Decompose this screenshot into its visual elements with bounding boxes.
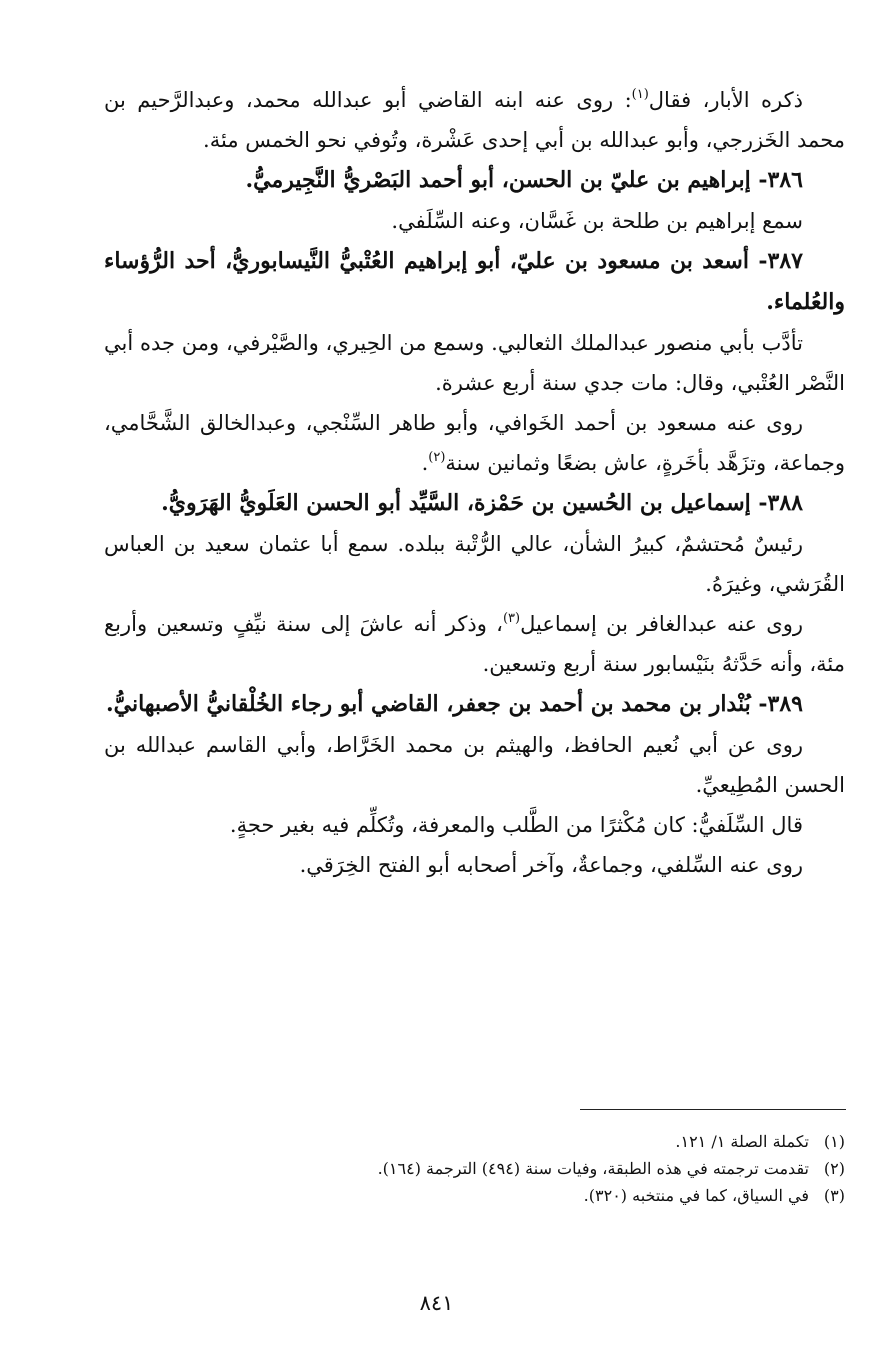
footnote-number: (١) — [823, 1132, 845, 1151]
footnote-ref: (٢) — [428, 450, 446, 465]
paragraph: قال السِّلَفيُّ: كان مُكْثرًا من الطَّلب والمعرفة، وتُكلِّم فيه بغير حجةٍ. — [229, 813, 803, 837]
paragraph-text: روى عنه عبدالغافر بن إسماعيل — [520, 612, 803, 636]
page-number: ٨٤١ — [419, 1291, 454, 1315]
footnote-text: تكملة الصلة ١/ ١٢١. — [675, 1132, 809, 1151]
entry-heading: ٣٨٩- بُنْدار بن محمد بن أحمد بن جعفر، القاضي أبو رجاء الخُلْقانيُّ الأصبهانيُّ. — [105, 691, 803, 717]
paragraph-text: ، وذكر أنه عاشَ إلى سنة نيِّفٍ وتسعين وأربع مئة، وأنه حَدَّثهُ بنَيْسابور سنة أربع وتسعين. — [104, 612, 845, 676]
footnote-number: (٢) — [823, 1159, 845, 1178]
footnote — [104, 1155, 845, 1182]
footnote-text: تقدمت ترجمته في هذه الطبقة، وفيات سنة (٤٩٤) الترجمة (١٦٤). — [377, 1159, 809, 1178]
paragraph-text: ذكره الأبار، فقال — [648, 88, 803, 112]
paragraph: روى عنه السِّلفي، وجماعةٌ، وآخر أصحابه أبو الفتح الخِرَقي. — [299, 853, 803, 877]
paragraph-text: : روى عنه ابنه القاضي أبو عبدالله محمد، وعبدالرَّحيم بن محمد الخَزرجي، وأبو عبدالله بن أبي إحدى عَشْرة، وتُوفي نحو الخمس مئة. — [104, 88, 845, 152]
footnote-divider — [580, 1109, 846, 1110]
paragraph: روى عن أبي نُعيم الحافظ، والهيثم بن محمد الخَرَّاط، وأبي القاسم عبدالله بن الحسن المُطِيعيِّ. — [104, 733, 845, 797]
footnote-number: (٣) — [823, 1186, 845, 1205]
entry-heading: ٣٨٧- أسعد بن مسعود بن عليّ، أبو إبراهيم العُتْبيُّ النَّيسابوريُّ، أحد الرُّؤساء والعُلماء. — [104, 248, 845, 315]
paragraph-text: . — [421, 451, 429, 475]
paragraph — [104, 80, 845, 160]
paragraph — [104, 403, 845, 483]
footnotes — [104, 1128, 845, 1209]
paragraph — [104, 604, 845, 684]
paragraph: تأدَّب بأبي منصور عبدالملك الثعالبي. وسمع من الحِيري، والصَّيْرفي، ومن جده أبي النَّصْر العُتْبي، وقال: مات جدي سنة أربع عشرة. — [104, 331, 845, 395]
footnote — [104, 1182, 845, 1209]
paragraph-text: روى عنه مسعود بن أحمد الخَوافي، وأبو طاهر السِّنْجي، وعبدالخالق الشَّحَّامي، وجماعة، وتزَهَّد بأخَرةٍ، عاش بضعًا وثمانين سنة — [104, 411, 845, 475]
entry-heading: ٣٨٨- إسماعيل بن الحُسين بن حَمْزة، السَّيِّد أبو الحسن العَلَويُّ الهَرَويُّ. — [161, 490, 803, 516]
paragraph: سمع إبراهيم بن طلحة بن غَسَّان، وعنه السِّلَفي. — [391, 209, 803, 233]
main-text — [104, 80, 845, 885]
footnote — [104, 1128, 845, 1155]
footnote-ref: (٣) — [502, 611, 521, 626]
footnote-text: في السياق، كما في منتخبه (٣٢٠). — [583, 1186, 809, 1205]
footnote-ref: (١) — [631, 87, 649, 102]
paragraph: رئيسٌ مُحتشمٌ، كبيرُ الشأن، عالي الرُّتْبة ببلده. سمع أبا عثمان سعيد بن العباس القُرَشي، وغيرَهُ. — [104, 532, 845, 596]
entry-heading: ٣٨٦- إبراهيم بن عليّ بن الحسن، أبو أحمد البَصْريُّ النَّجِيرميُّ. — [245, 167, 803, 193]
